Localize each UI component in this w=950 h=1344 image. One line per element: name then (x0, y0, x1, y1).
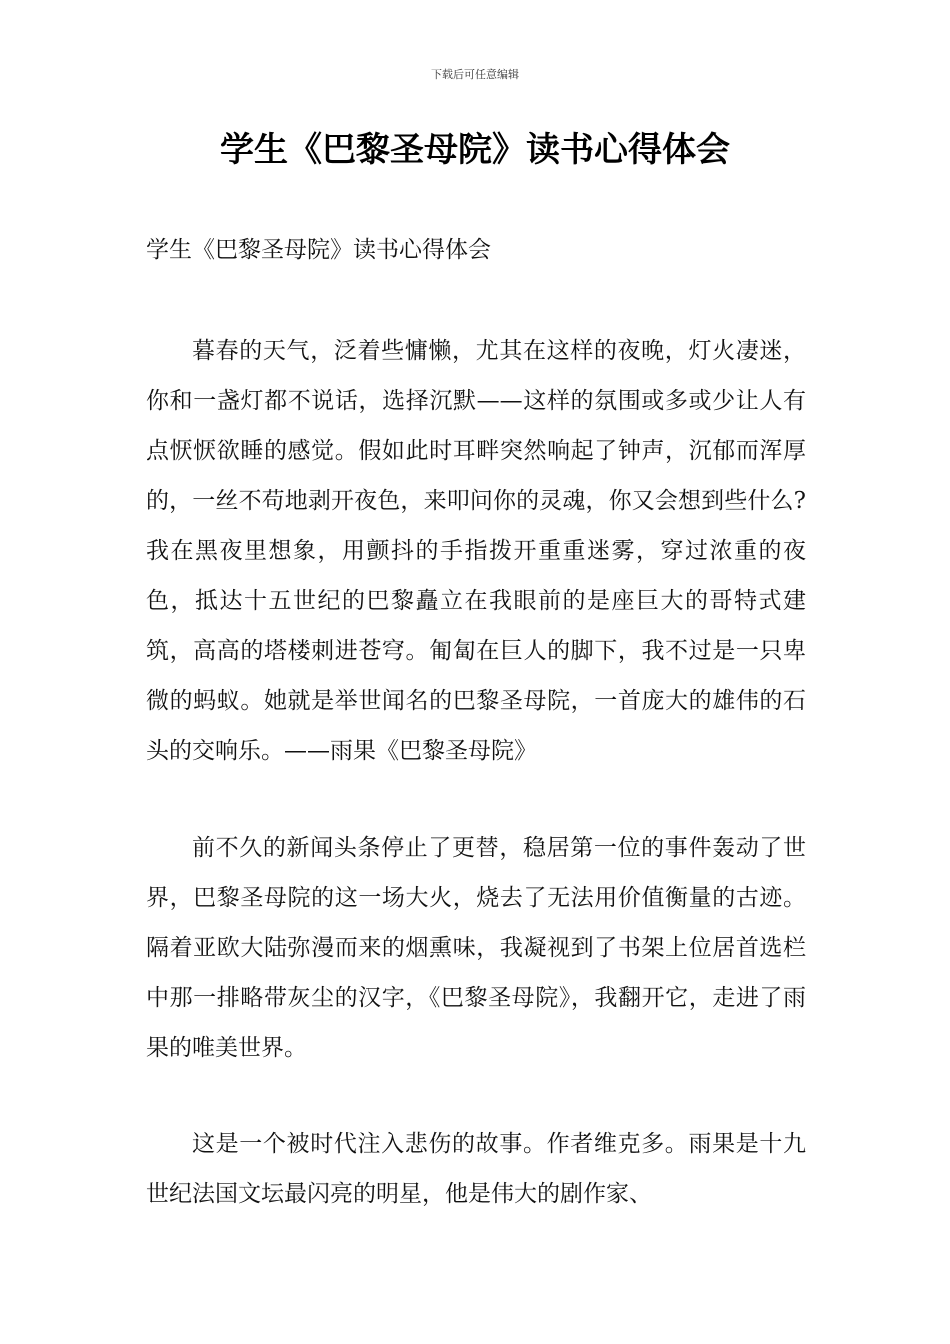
body-paragraph-1: 暮春的天气，泛着些慵懒，尤其在这样的夜晚，灯火凄迷，你和一盏灯都不说话，选择沉默——这样的氛围或多或少让人有点恹恹欲睡的感觉。假如此时耳畔突然响起了钟声，沉郁而浑厚的，一丝不苟地剥开夜色，来叩问你的灵魂，你又会想到些什么?我在黑夜里想象，用颤抖的手指拨开重重迷雾，穿过浓重的夜色，抵达十五世纪的巴黎矗立在我眼前的是座巨大的哥特式建筑，高高的塔楼刺进苍穹。匍匐在巨人的脚下，我不过是一只卑微的蚂蚁。她就是举世闻名的巴黎圣母院，一首庞大的雄伟的石头的交响乐。——雨果《巴黎圣母院》 (146, 338, 806, 764)
body-paragraph-2: 前不久的新闻头条停止了更替，稳居第一位的事件轰动了世界，巴黎圣母院的这一场大火，烧去了无法用价值衡量的古迹。隔着亚欧大陆弥漫而来的烟熏味，我凝视到了书架上位居首选栏中那一排略带灰尘的汉字，《巴黎圣母院》，我翻开它，走进了雨果的唯美世界。 (146, 835, 806, 1061)
document-title: 学生《巴黎圣母院》读书心得体会 (220, 130, 730, 170)
body-paragraph-3: 这是一个被时代注入悲伤的故事。作者维克多。雨果是十九世纪法国文坛最闪亮的明星，他是伟大的剧作家、 (146, 1131, 806, 1207)
header-note: 下载后可任意编辑 (431, 68, 519, 81)
document-subtitle: 学生《巴黎圣母院》读书心得体会 (146, 237, 491, 263)
